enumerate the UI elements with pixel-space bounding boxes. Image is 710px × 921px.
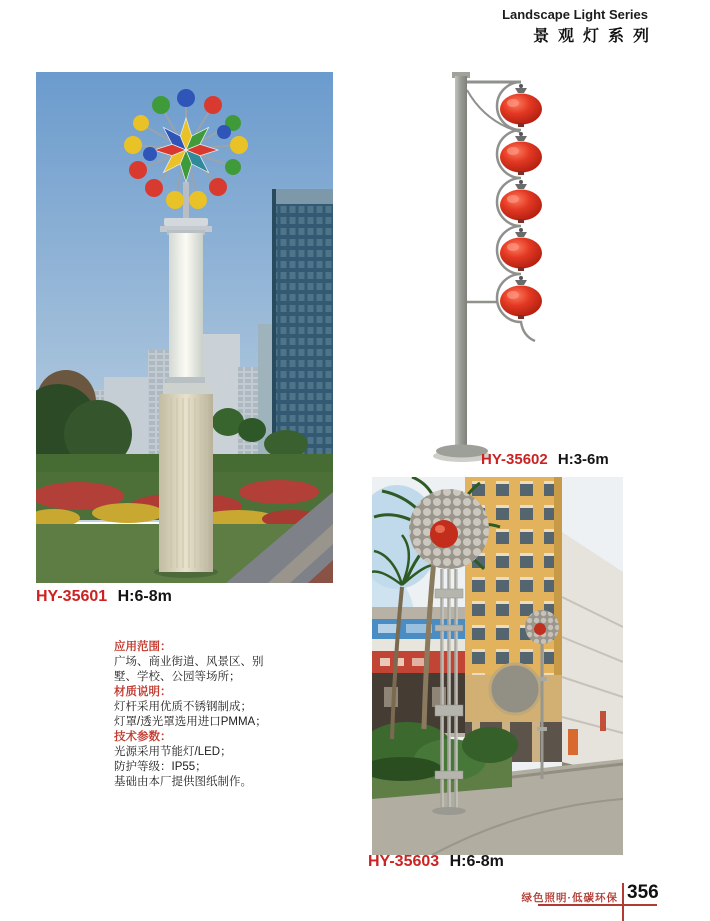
product-label-35601	[36, 588, 172, 606]
spec-line: 广场、商业街道、风景区、别	[114, 656, 264, 668]
spec-line: 光源采用节能灯/LED；	[114, 746, 232, 758]
spec-line: 防护等级：IP55；	[114, 761, 207, 773]
spec-heading: 材质说明：	[114, 686, 172, 698]
spec-section-material	[114, 685, 319, 730]
product-photo-35603	[372, 477, 623, 855]
product-label-35603	[368, 853, 504, 871]
spec-line: 墅、学校、公园等场所；	[114, 671, 241, 683]
product-illustration-35602	[433, 60, 665, 468]
spec-line: 灯罩/透光罩选用进口PMMA；	[114, 716, 267, 728]
spec-section-technical	[114, 730, 319, 790]
model-number: HY-35602	[481, 451, 548, 468]
footer-slogan: 绿色照明·低碳环保	[521, 892, 618, 904]
header-title-en: Landscape Light Series	[502, 7, 648, 22]
main-pole	[455, 76, 467, 450]
header-title-zh: 景观灯系列	[532, 28, 658, 45]
spec-line: 灯杆采用优质不锈钢制成；	[114, 701, 252, 713]
height-spec: H:3-6m	[557, 451, 609, 468]
model-number: HY-35601	[36, 588, 108, 605]
footer-divider	[622, 883, 624, 921]
spec-heading: 应用范围：	[114, 641, 172, 653]
spec-section-application	[114, 640, 319, 685]
arcade-building	[562, 532, 623, 787]
red-lanterns	[500, 84, 542, 319]
spec-line: 基础由本厂提供图纸制作。	[114, 776, 252, 788]
height-spec: H:6-8m	[117, 588, 172, 605]
model-number: HY-35603	[368, 853, 440, 870]
height-spec: H:6-8m	[449, 853, 504, 870]
page-number: 356	[627, 882, 659, 903]
product-label-35602	[481, 451, 609, 468]
footer-underline	[538, 904, 657, 906]
product-photo-35601	[36, 72, 333, 583]
spec-heading: 技术参数：	[114, 731, 172, 743]
specs-block	[114, 640, 319, 790]
